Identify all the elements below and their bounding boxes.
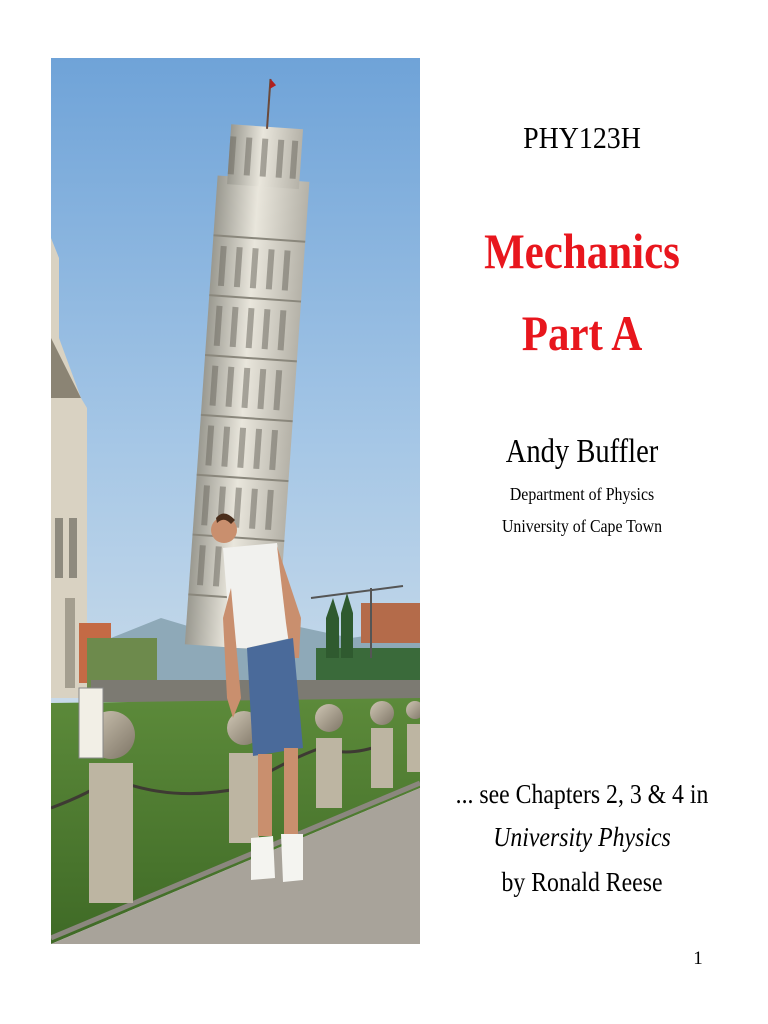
university: University of Cape Town bbox=[501, 516, 663, 536]
reference-book-author: by Ronald Reese bbox=[501, 867, 663, 897]
title-line-2: Part A bbox=[521, 305, 643, 361]
reference-chapters: ... see Chapters 2, 3 & 4 in bbox=[455, 779, 709, 809]
reference-book-title: University Physics bbox=[493, 822, 671, 852]
leaning-tower-photo bbox=[51, 58, 420, 944]
course-code: PHY123H bbox=[523, 120, 641, 155]
page-number: 1 bbox=[693, 948, 703, 969]
title-line-1: Mechanics bbox=[484, 223, 680, 279]
department: Department of Physics bbox=[509, 484, 655, 504]
author-name: Andy Buffler bbox=[505, 433, 659, 470]
